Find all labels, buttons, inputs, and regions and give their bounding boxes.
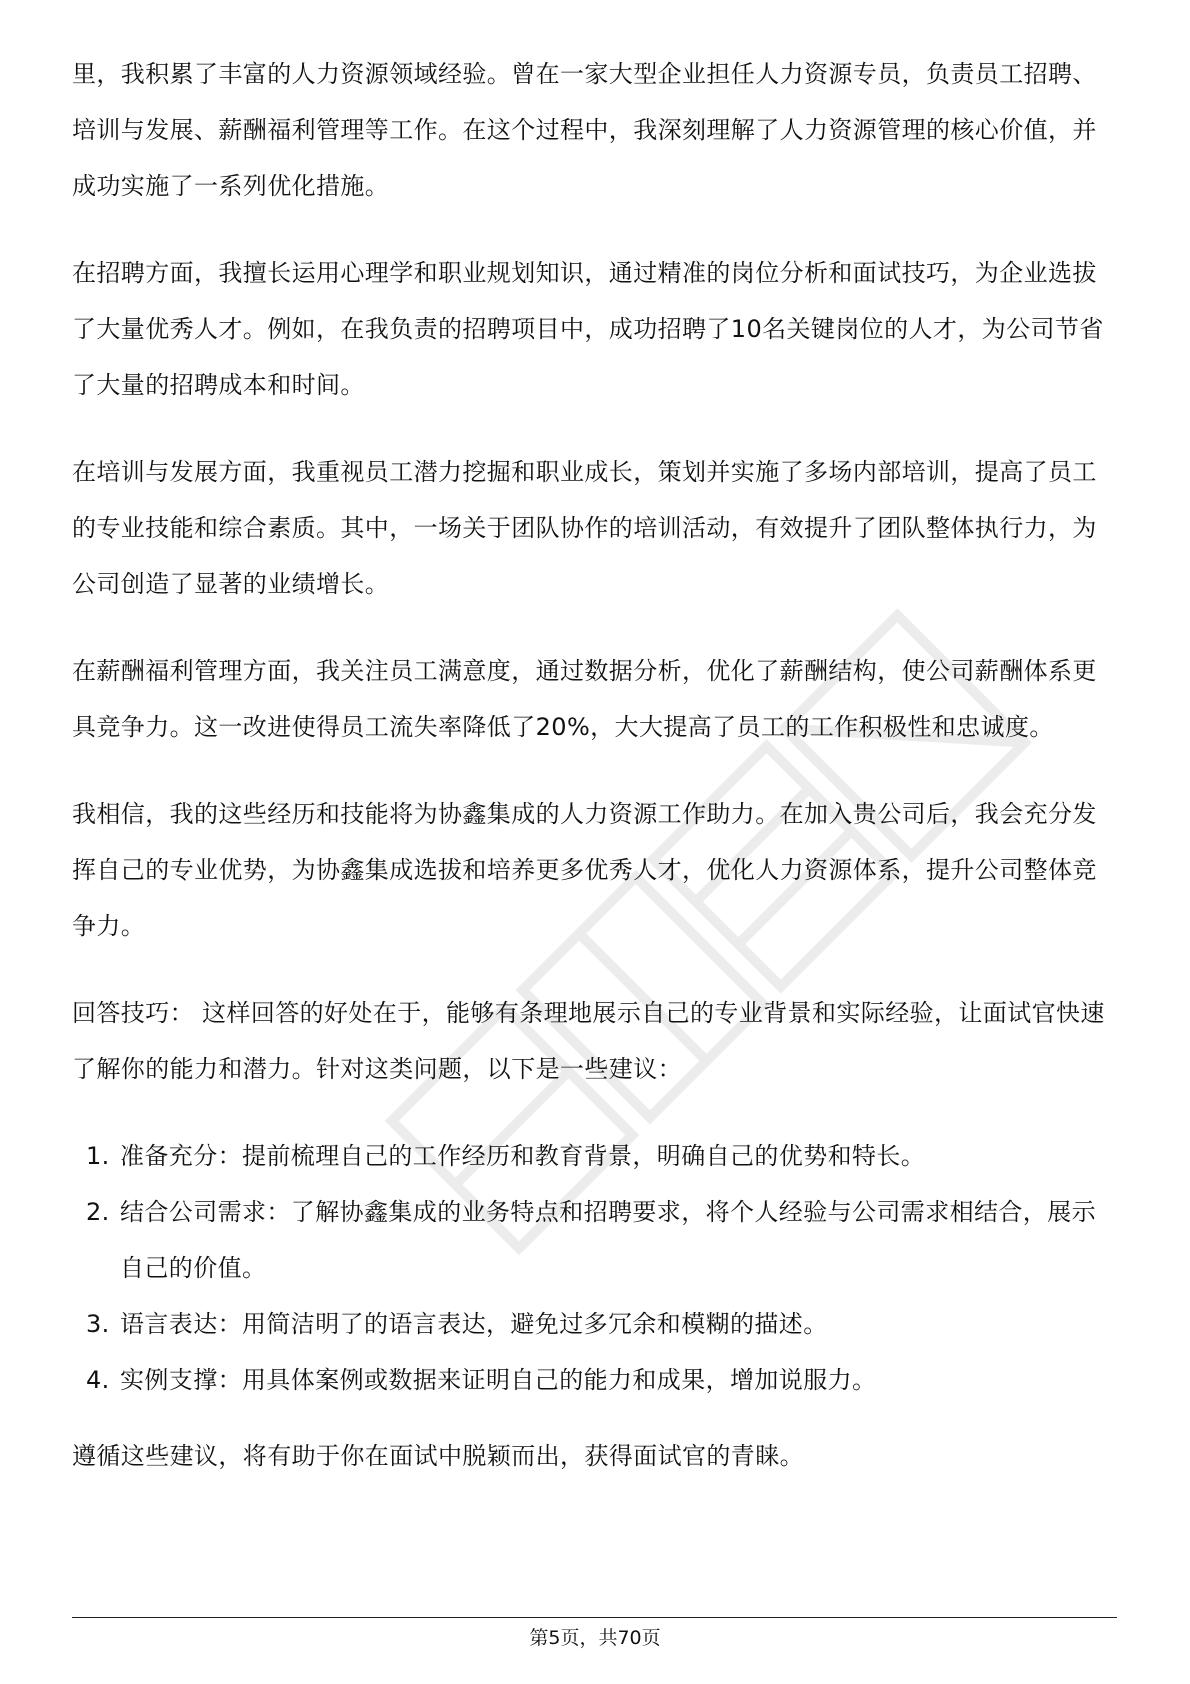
paragraph-answer-tips: 回答技巧： 这样回答的好处在于，能够有条理地展示自己的专业背景和实际经验，让面试官快速了解你的能力和潜力。针对这类问题，以下是一些建议：	[72, 999, 1105, 1083]
list-item-number: 3.	[86, 1310, 110, 1338]
list-item	[72, 1184, 1117, 1296]
page-number: 第5页，共70页	[529, 1627, 661, 1649]
tips-list	[72, 1128, 1117, 1408]
paragraph-closing: 遵循这些建议，将有助于你在面试中脱颖而出，获得面试官的青睐。	[72, 1442, 804, 1470]
footer-divider	[72, 1617, 1117, 1618]
paragraph-compensation: 在薪酬福利管理方面，我关注员工满意度，通过数据分析，优化了薪酬结构，使公司薪酬体系更具竞争力。这一改进使得员工流失率降低了20%，大大提高了员工的工作积极性和忠诚度。	[72, 657, 1097, 741]
list-item-text: 实例支撑：用具体案例或数据来证明自己的能力和成果，增加说服力。	[120, 1366, 877, 1394]
document-body	[72, 46, 1117, 1515]
paragraph-experience-intro: 里，我积累了丰富的人力资源领域经验。曾在一家大型企业担任人力资源专员，负责员工招聘、培训与发展、薪酬福利管理等工作。在这个过程中，我深刻理解了人力资源管理的核心价值，并成功实施了一系列优化措施。	[72, 60, 1097, 200]
paragraph-recruitment: 在招聘方面，我擅长运用心理学和职业规划知识，通过精准的岗位分析和面试技巧，为企业选拔了大量优秀人才。例如，在我负责的招聘项目中，成功招聘了10名关键岗位的人才，为公司节省了大量的招聘成本和时间。	[72, 259, 1104, 399]
list-item	[72, 1352, 1117, 1408]
list-item	[72, 1296, 1117, 1352]
list-item	[72, 1128, 1117, 1184]
list-item-number: 4.	[86, 1366, 110, 1394]
list-item-number: 2.	[86, 1198, 110, 1226]
paragraph-training: 在培训与发展方面，我重视员工潜力挖掘和职业成长，策划并实施了多场内部培训，提高了员工的专业技能和综合素质。其中，一场关于团队协作的培训活动，有效提升了团队整体执行力，为公司创造了显著的业绩增长。	[72, 458, 1097, 598]
paragraph-conclusion: 我相信，我的这些经历和技能将为协鑫集成的人力资源工作助力。在加入贵公司后，我会充分发挥自己的专业优势，为协鑫集成选拔和培养更多优秀人才，优化人力资源体系，提升公司整体竞争力。	[72, 800, 1097, 940]
list-item-text: 准备充分：提前梳理自己的工作经历和教育背景，明确自己的优势和特长。	[120, 1142, 926, 1170]
list-item-text: 语言表达：用简洁明了的语言表达，避免过多冗余和模糊的描述。	[120, 1310, 828, 1338]
list-item-text: 结合公司需求：了解协鑫集成的业务特点和招聘要求，将个人经验与公司需求相结合，展示自己的价值。	[120, 1198, 1096, 1282]
list-item-number: 1.	[86, 1142, 110, 1170]
